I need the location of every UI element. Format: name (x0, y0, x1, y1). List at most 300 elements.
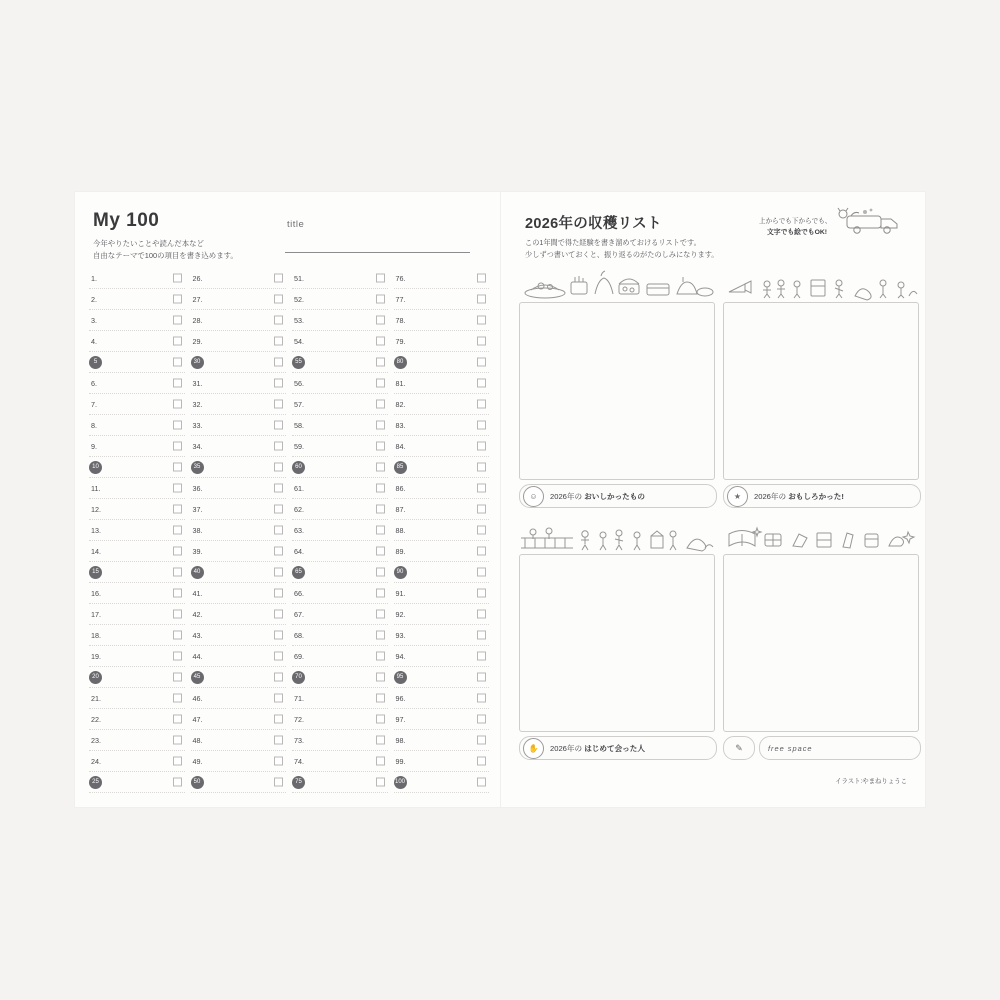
item-checkbox[interactable] (477, 778, 486, 787)
checklist-row[interactable] (292, 373, 388, 394)
people-write-box[interactable] (519, 554, 715, 732)
checklist-row[interactable] (191, 373, 287, 394)
subtitle-line-2: 自由なテーマで100の項目を書き込めます。 (93, 251, 238, 260)
item-checkbox[interactable] (173, 694, 182, 703)
right-page (501, 192, 925, 807)
checklist-row[interactable] (394, 415, 490, 436)
checklist-columns (89, 268, 489, 793)
item-checkbox[interactable] (376, 379, 385, 388)
fun-stamp-icon: ★ (727, 486, 748, 507)
checklist-row[interactable] (89, 415, 185, 436)
checklist-row[interactable] (292, 394, 388, 415)
item-checkbox[interactable] (477, 673, 486, 682)
item-checkbox[interactable] (376, 484, 385, 493)
checklist-row[interactable] (89, 751, 185, 772)
item-checkbox[interactable] (376, 694, 385, 703)
checklist-row[interactable] (191, 667, 287, 688)
checklist-row[interactable] (394, 310, 490, 331)
item-checkbox[interactable] (274, 505, 283, 514)
item-checkbox[interactable] (477, 547, 486, 556)
checklist-row[interactable] (89, 436, 185, 457)
checklist-row[interactable] (89, 394, 185, 415)
section-people (519, 520, 715, 760)
tip-line-2: 文字でも絵でもOK! (767, 229, 828, 236)
checklist-row[interactable] (191, 415, 287, 436)
checklist-row[interactable] (292, 268, 388, 289)
checklist-row[interactable] (191, 520, 287, 541)
item-checkbox[interactable] (376, 610, 385, 619)
checklist-row[interactable] (89, 667, 185, 688)
item-checkbox[interactable] (376, 316, 385, 325)
checklist-row[interactable] (191, 457, 287, 478)
checklist-row[interactable] (191, 583, 287, 604)
item-number: 14. (91, 546, 101, 556)
checklist-row[interactable] (394, 646, 490, 667)
item-number: 86. (395, 483, 406, 493)
checklist-row[interactable] (292, 772, 388, 793)
checklist-row[interactable] (89, 289, 185, 310)
item-checkbox[interactable] (376, 673, 385, 682)
item-checkbox[interactable] (477, 316, 486, 325)
item-checkbox[interactable] (173, 778, 182, 787)
checklist-row[interactable] (292, 730, 388, 751)
item-number: 83. (395, 420, 406, 430)
checklist-row[interactable] (191, 751, 287, 772)
checklist-row[interactable] (292, 457, 388, 478)
checklist-row[interactable] (89, 541, 185, 562)
checklist-row[interactable] (89, 331, 185, 352)
item-checkbox[interactable] (477, 379, 486, 388)
item-checkbox[interactable] (274, 316, 283, 325)
item-checkbox[interactable] (376, 463, 385, 472)
checklist-row[interactable] (191, 499, 287, 520)
checklist-row[interactable] (89, 688, 185, 709)
item-number: 92. (395, 609, 406, 619)
item-checkbox[interactable] (376, 757, 385, 766)
checklist-row[interactable] (89, 772, 185, 793)
item-checkbox[interactable] (173, 484, 182, 493)
item-checkbox[interactable] (376, 736, 385, 745)
checklist-row[interactable] (292, 289, 388, 310)
item-checkbox[interactable] (376, 631, 385, 640)
item-checkbox[interactable] (477, 526, 486, 535)
item-checkbox[interactable] (173, 379, 182, 388)
checklist-row[interactable] (394, 289, 490, 310)
milestone-number: 30 (191, 356, 204, 369)
checklist-row[interactable] (394, 478, 490, 499)
item-checkbox[interactable] (376, 421, 385, 430)
fun-label-text: おもしろかった! (788, 491, 844, 501)
checklist-row[interactable] (292, 310, 388, 331)
checklist-row[interactable] (89, 604, 185, 625)
checklist-row[interactable] (292, 625, 388, 646)
title-write-line[interactable] (285, 252, 470, 253)
milestone-number: 50 (191, 776, 204, 789)
milestone-number: 45 (191, 671, 204, 684)
checklist-row[interactable] (191, 310, 287, 331)
food-year: 2026年の (550, 491, 583, 501)
item-number: 63. (294, 525, 304, 535)
people-label (519, 736, 717, 760)
item-checkbox[interactable] (376, 442, 385, 451)
item-checkbox[interactable] (376, 778, 385, 787)
item-number: 17. (91, 609, 101, 619)
handshake-stamp-icon: ✋ (523, 738, 544, 759)
checklist-row[interactable] (191, 562, 287, 583)
checklist-row[interactable] (394, 583, 490, 604)
item-number: 18. (91, 630, 101, 640)
item-checkbox[interactable] (477, 715, 486, 724)
item-checkbox[interactable] (477, 589, 486, 598)
item-checkbox[interactable] (376, 715, 385, 724)
item-checkbox[interactable] (376, 505, 385, 514)
checklist-row[interactable] (292, 499, 388, 520)
checklist-column-2 (191, 268, 287, 793)
free-label-text: free space (768, 743, 813, 753)
item-checkbox[interactable] (274, 673, 283, 682)
checklist-row[interactable] (292, 541, 388, 562)
checklist-row[interactable] (191, 436, 287, 457)
checklist-row[interactable] (394, 520, 490, 541)
checklist-row[interactable] (89, 646, 185, 667)
item-checkbox[interactable] (274, 652, 283, 661)
item-checkbox[interactable] (274, 568, 283, 577)
checklist-row[interactable] (394, 688, 490, 709)
fun-label (723, 484, 921, 508)
checklist-row[interactable] (89, 625, 185, 646)
free-label (759, 736, 921, 760)
checklist-row[interactable] (191, 352, 287, 373)
checklist-row[interactable] (394, 772, 490, 793)
free-write-box[interactable] (723, 554, 919, 732)
item-number: 23. (91, 735, 101, 745)
checklist-row[interactable] (394, 625, 490, 646)
item-checkbox[interactable] (376, 652, 385, 661)
item-checkbox[interactable] (477, 631, 486, 640)
item-checkbox[interactable] (173, 715, 182, 724)
item-checkbox[interactable] (477, 484, 486, 493)
item-number: 62. (294, 504, 304, 514)
item-checkbox[interactable] (477, 568, 486, 577)
item-checkbox[interactable] (173, 274, 182, 283)
checklist-row[interactable] (292, 415, 388, 436)
item-checkbox[interactable] (477, 274, 486, 283)
checklist-row[interactable] (191, 625, 287, 646)
milestone-number: 75 (292, 776, 305, 789)
item-checkbox[interactable] (376, 358, 385, 367)
milestone-number: 40 (191, 566, 204, 579)
checklist-row[interactable] (292, 667, 388, 688)
checklist-row[interactable] (89, 730, 185, 751)
item-number: 96. (395, 693, 406, 703)
checklist-row[interactable] (191, 688, 287, 709)
checklist-row[interactable] (394, 373, 490, 394)
left-page (75, 192, 500, 807)
item-checkbox[interactable] (173, 442, 182, 451)
milestone-number: 85 (394, 461, 407, 474)
checklist-row[interactable] (394, 331, 490, 352)
item-number: 79. (395, 336, 406, 346)
item-checkbox[interactable] (274, 547, 283, 556)
milestone-number: 15 (89, 566, 102, 579)
section-free (723, 520, 919, 760)
checklist-row[interactable] (191, 541, 287, 562)
checklist-row[interactable] (292, 436, 388, 457)
item-number: 6. (91, 378, 97, 388)
checklist-row[interactable] (394, 667, 490, 688)
item-number: 91. (395, 588, 406, 598)
item-number: 16. (91, 588, 101, 598)
checklist-row[interactable] (191, 772, 287, 793)
item-checkbox[interactable] (173, 316, 182, 325)
item-number: 11. (91, 483, 101, 493)
item-checkbox[interactable] (477, 421, 486, 430)
item-number: 58. (294, 420, 304, 430)
book-doodle (723, 520, 919, 554)
pencil-icon: ✎ (723, 736, 755, 760)
item-checkbox[interactable] (173, 337, 182, 346)
item-number: 7. (91, 399, 97, 409)
item-checkbox[interactable] (173, 589, 182, 598)
checklist-row[interactable] (89, 583, 185, 604)
milestone-number: 25 (89, 776, 102, 789)
checklist-column-4 (394, 268, 490, 793)
checklist-row[interactable] (191, 394, 287, 415)
checklist-row[interactable] (292, 478, 388, 499)
item-checkbox[interactable] (173, 358, 182, 367)
checklist-row[interactable] (191, 646, 287, 667)
checklist-row[interactable] (191, 604, 287, 625)
item-number: 51. (294, 273, 304, 283)
item-checkbox[interactable] (274, 715, 283, 724)
checklist-row[interactable] (191, 730, 287, 751)
item-checkbox[interactable] (173, 463, 182, 472)
checklist-row[interactable] (292, 646, 388, 667)
checklist-row[interactable] (292, 604, 388, 625)
item-number: 13. (91, 525, 101, 535)
item-checkbox[interactable] (173, 652, 182, 661)
checklist-row[interactable] (191, 478, 287, 499)
item-number: 1. (91, 273, 97, 283)
checklist-row[interactable] (394, 436, 490, 457)
milestone-number: 80 (394, 356, 407, 369)
item-checkbox[interactable] (274, 400, 283, 409)
item-checkbox[interactable] (274, 295, 283, 304)
item-number: 88. (395, 525, 406, 535)
item-number: 47. (192, 714, 203, 724)
item-checkbox[interactable] (477, 442, 486, 451)
illustration-credit: イラスト:やまねりょうこ (835, 778, 907, 785)
checklist-row[interactable] (89, 709, 185, 730)
milestone-number: 100 (394, 776, 407, 789)
item-checkbox[interactable] (274, 442, 283, 451)
checklist-row[interactable] (394, 394, 490, 415)
checklist-row[interactable] (191, 709, 287, 730)
checklist-row[interactable] (292, 688, 388, 709)
spread-sheet (75, 192, 925, 807)
checklist-row[interactable] (89, 562, 185, 583)
item-checkbox[interactable] (376, 568, 385, 577)
checklist-row[interactable] (394, 457, 490, 478)
item-number: 3. (91, 315, 97, 325)
item-number: 49. (192, 756, 203, 766)
item-checkbox[interactable] (477, 505, 486, 514)
item-checkbox[interactable] (274, 358, 283, 367)
checklist-row[interactable] (191, 289, 287, 310)
food-write-box[interactable] (519, 302, 715, 480)
people-doodle (519, 520, 715, 554)
checklist-row[interactable] (394, 499, 490, 520)
item-checkbox[interactable] (376, 547, 385, 556)
checklist-row[interactable] (292, 352, 388, 373)
item-checkbox[interactable] (173, 736, 182, 745)
item-checkbox[interactable] (477, 400, 486, 409)
milestone-number: 55 (292, 356, 305, 369)
checklist-row[interactable] (89, 457, 185, 478)
item-number: 2. (91, 294, 97, 304)
people-label-text: はじめて会った人 (584, 743, 645, 753)
checklist-column-1 (89, 268, 185, 793)
checklist-row[interactable] (292, 520, 388, 541)
item-number: 73. (294, 735, 304, 745)
item-number: 99. (395, 756, 406, 766)
item-checkbox[interactable] (274, 610, 283, 619)
item-number: 19. (91, 651, 101, 661)
food-label-text: おいしかったもの (584, 491, 645, 501)
page-title: My 100 (93, 210, 160, 231)
checklist-row[interactable] (89, 310, 185, 331)
item-number: 67. (294, 609, 304, 619)
checklist-row[interactable] (89, 373, 185, 394)
checklist-row[interactable] (191, 268, 287, 289)
item-number: 29. (192, 336, 203, 346)
item-checkbox[interactable] (274, 421, 283, 430)
checklist-row[interactable] (89, 268, 185, 289)
item-number: 22. (91, 714, 101, 724)
checklist-row[interactable] (394, 541, 490, 562)
checklist-row[interactable] (394, 751, 490, 772)
checklist-row[interactable] (292, 751, 388, 772)
item-number: 12. (91, 504, 101, 514)
item-checkbox[interactable] (274, 463, 283, 472)
item-checkbox[interactable] (173, 673, 182, 682)
item-checkbox[interactable] (274, 631, 283, 640)
fun-write-box[interactable] (723, 302, 919, 480)
item-checkbox[interactable] (274, 337, 283, 346)
item-number: 21. (91, 693, 101, 703)
item-checkbox[interactable] (274, 694, 283, 703)
checklist-row[interactable] (394, 352, 490, 373)
item-checkbox[interactable] (274, 484, 283, 493)
checklist-row[interactable] (191, 331, 287, 352)
item-checkbox[interactable] (173, 631, 182, 640)
item-number: 72. (294, 714, 304, 724)
checklist-row[interactable] (89, 352, 185, 373)
item-checkbox[interactable] (477, 337, 486, 346)
item-checkbox[interactable] (274, 526, 283, 535)
item-number: 64. (294, 546, 304, 556)
event-doodle (723, 268, 919, 302)
item-checkbox[interactable] (173, 400, 182, 409)
checklist-row[interactable] (394, 730, 490, 751)
item-checkbox[interactable] (173, 505, 182, 514)
checklist-row[interactable] (89, 499, 185, 520)
item-checkbox[interactable] (376, 337, 385, 346)
item-checkbox[interactable] (376, 295, 385, 304)
checklist-row[interactable] (89, 478, 185, 499)
item-checkbox[interactable] (477, 652, 486, 661)
item-number: 56. (294, 378, 304, 388)
checklist-row[interactable] (394, 709, 490, 730)
subtitle-line-1: 今年やりたいことや読んだ本など (93, 239, 204, 248)
item-number: 9. (91, 441, 97, 451)
item-checkbox[interactable] (274, 736, 283, 745)
checklist-row[interactable] (394, 268, 490, 289)
checklist-row[interactable] (394, 562, 490, 583)
item-checkbox[interactable] (173, 295, 182, 304)
item-checkbox[interactable] (173, 547, 182, 556)
harvest-subtitle-2: 少しずつ書いておくと、振り返るのがたのしみになります。 (525, 250, 719, 259)
item-number: 78. (395, 315, 406, 325)
milestone-number: 20 (89, 671, 102, 684)
item-checkbox[interactable] (477, 463, 486, 472)
checklist-row[interactable] (292, 331, 388, 352)
item-number: 34. (192, 441, 203, 451)
checklist-row[interactable] (89, 520, 185, 541)
item-checkbox[interactable] (477, 358, 486, 367)
item-number: 4. (91, 336, 97, 346)
item-checkbox[interactable] (274, 757, 283, 766)
item-checkbox[interactable] (477, 757, 486, 766)
item-checkbox[interactable] (376, 274, 385, 283)
title-field-label: title (287, 219, 305, 230)
checklist-row[interactable] (292, 709, 388, 730)
item-checkbox[interactable] (376, 526, 385, 535)
item-checkbox[interactable] (477, 694, 486, 703)
milestone-number: 90 (394, 566, 407, 579)
item-checkbox[interactable] (173, 757, 182, 766)
checklist-row[interactable] (292, 562, 388, 583)
item-checkbox[interactable] (274, 589, 283, 598)
checklist-row[interactable] (394, 604, 490, 625)
item-number: 37. (192, 504, 203, 514)
item-number: 93. (395, 630, 406, 640)
item-checkbox[interactable] (173, 526, 182, 535)
item-number: 27. (192, 294, 203, 304)
item-number: 76. (395, 273, 406, 283)
item-checkbox[interactable] (477, 736, 486, 745)
item-checkbox[interactable] (376, 589, 385, 598)
tip-line-1: 上からでも下からでも、 (759, 218, 832, 225)
item-checkbox[interactable] (173, 610, 182, 619)
item-checkbox[interactable] (274, 274, 283, 283)
milestone-number: 60 (292, 461, 305, 474)
milestone-number: 5 (89, 356, 102, 369)
item-checkbox[interactable] (274, 778, 283, 787)
checklist-row[interactable] (292, 583, 388, 604)
item-checkbox[interactable] (173, 568, 182, 577)
item-checkbox[interactable] (477, 295, 486, 304)
item-checkbox[interactable] (173, 421, 182, 430)
item-number: 36. (192, 483, 203, 493)
item-checkbox[interactable] (376, 400, 385, 409)
item-number: 98. (395, 735, 406, 745)
item-checkbox[interactable] (477, 610, 486, 619)
section-fun (723, 268, 919, 508)
people-year: 2026年の (550, 743, 583, 753)
item-number: 43. (192, 630, 203, 640)
item-checkbox[interactable] (274, 379, 283, 388)
